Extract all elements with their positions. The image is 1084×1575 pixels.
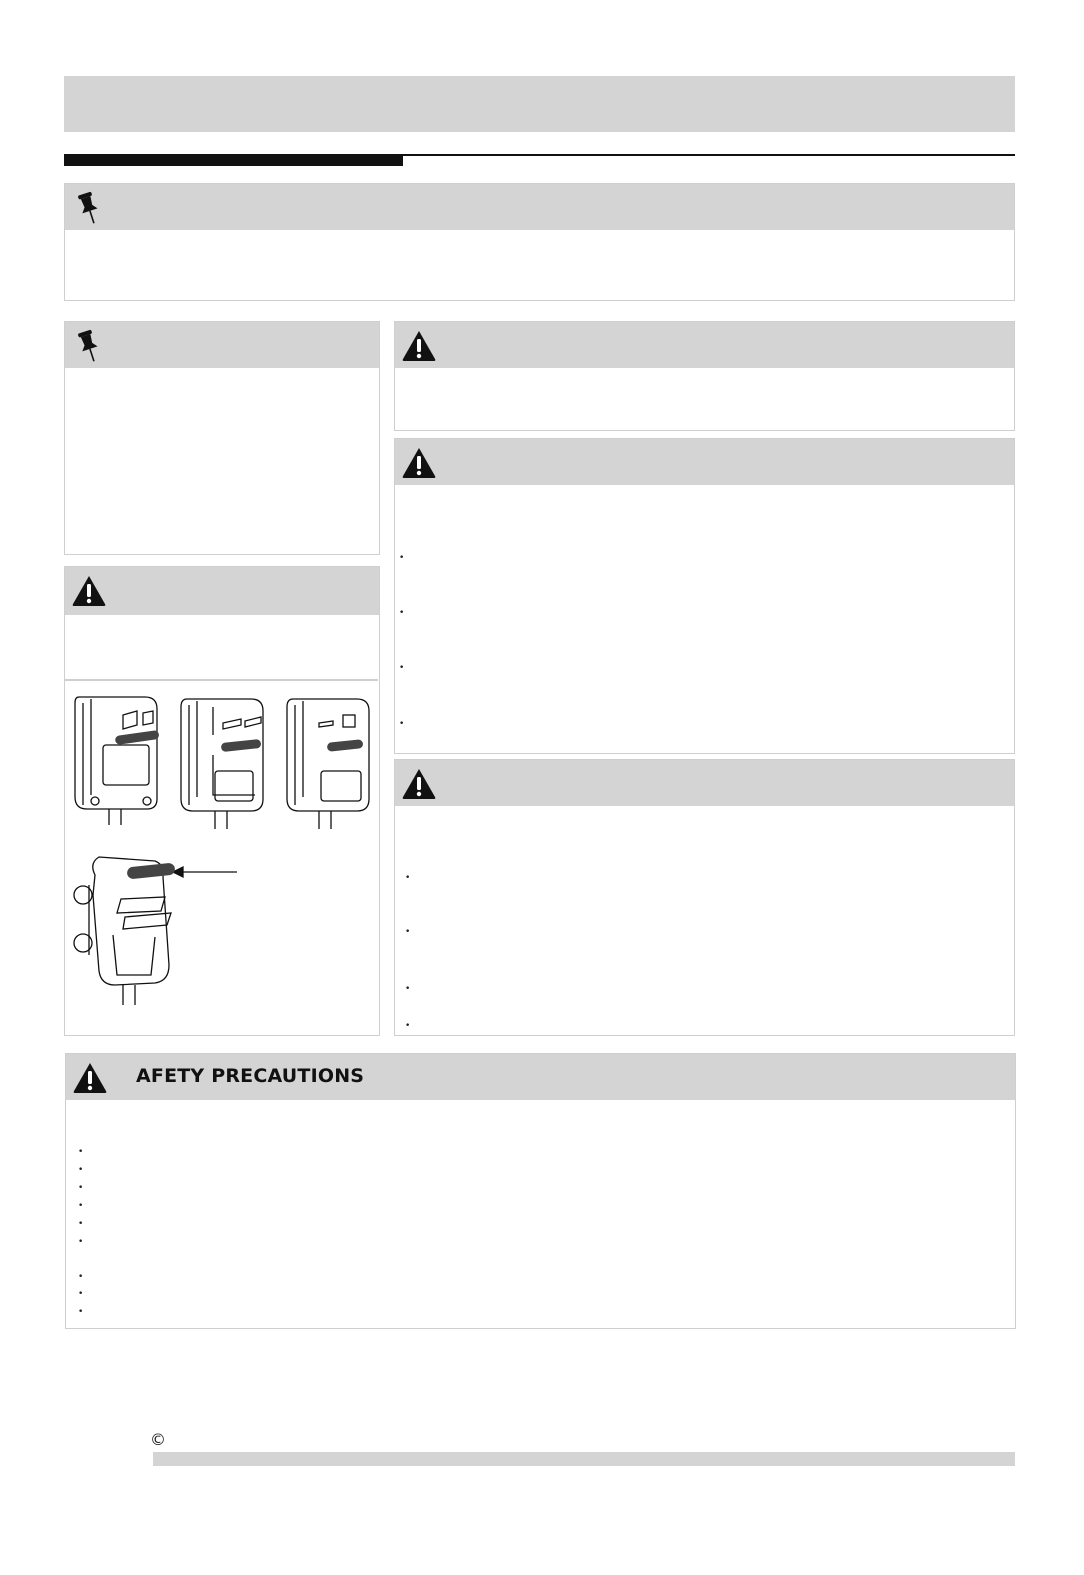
pushpin-icon <box>71 328 107 364</box>
warning-panel-1 <box>394 321 1015 431</box>
warning-panel-3-header <box>395 760 1014 806</box>
list-bullet: • <box>405 927 411 937</box>
list-bullet: • <box>78 1219 84 1229</box>
warning-panel-2 <box>394 438 1015 754</box>
note-panel-header <box>65 184 1014 230</box>
safety-precautions-header <box>66 1054 1015 1100</box>
footer-bar <box>153 1452 1015 1466</box>
safety-precautions-panel <box>65 1053 1016 1329</box>
list-bullet: • <box>78 1183 84 1193</box>
section-rule-accent <box>64 154 403 166</box>
list-bullet: • <box>399 663 405 673</box>
warning-triangle-icon <box>72 1060 108 1096</box>
list-bullet: • <box>405 984 411 994</box>
warning-panel-2-header <box>395 439 1014 485</box>
list-bullet: • <box>78 1272 84 1282</box>
warning-panel-plugs <box>64 566 380 1036</box>
warning-triangle-icon <box>401 445 437 481</box>
warning-triangle-icon <box>401 328 437 364</box>
safety-precautions-heading: AFETY PRECAUTIONS <box>136 1065 365 1087</box>
warning-triangle-icon <box>401 766 437 802</box>
note-panel-left <box>64 321 380 555</box>
list-bullet: • <box>78 1147 84 1157</box>
note-panel-left-header <box>65 322 379 368</box>
list-bullet: • <box>399 608 405 618</box>
list-bullet: • <box>78 1165 84 1175</box>
list-bullet: • <box>399 553 405 563</box>
pushpin-icon <box>71 190 107 226</box>
warning-panel-1-header <box>395 322 1014 368</box>
warning-panel-3 <box>394 759 1015 1036</box>
panel-divider <box>65 679 378 681</box>
list-bullet: • <box>78 1237 84 1247</box>
list-bullet: • <box>78 1307 84 1317</box>
polarized-plug-illustration <box>65 685 378 1035</box>
list-bullet: • <box>405 873 411 883</box>
list-bullet: • <box>405 1021 411 1031</box>
copyright-symbol: © <box>150 1430 166 1449</box>
list-bullet: • <box>78 1289 84 1299</box>
warning-panel-plugs-header <box>65 567 379 615</box>
list-bullet: • <box>399 719 405 729</box>
top-banner <box>64 76 1015 132</box>
list-bullet: • <box>78 1201 84 1211</box>
note-panel-wide <box>64 183 1015 301</box>
warning-triangle-icon <box>71 573 107 609</box>
